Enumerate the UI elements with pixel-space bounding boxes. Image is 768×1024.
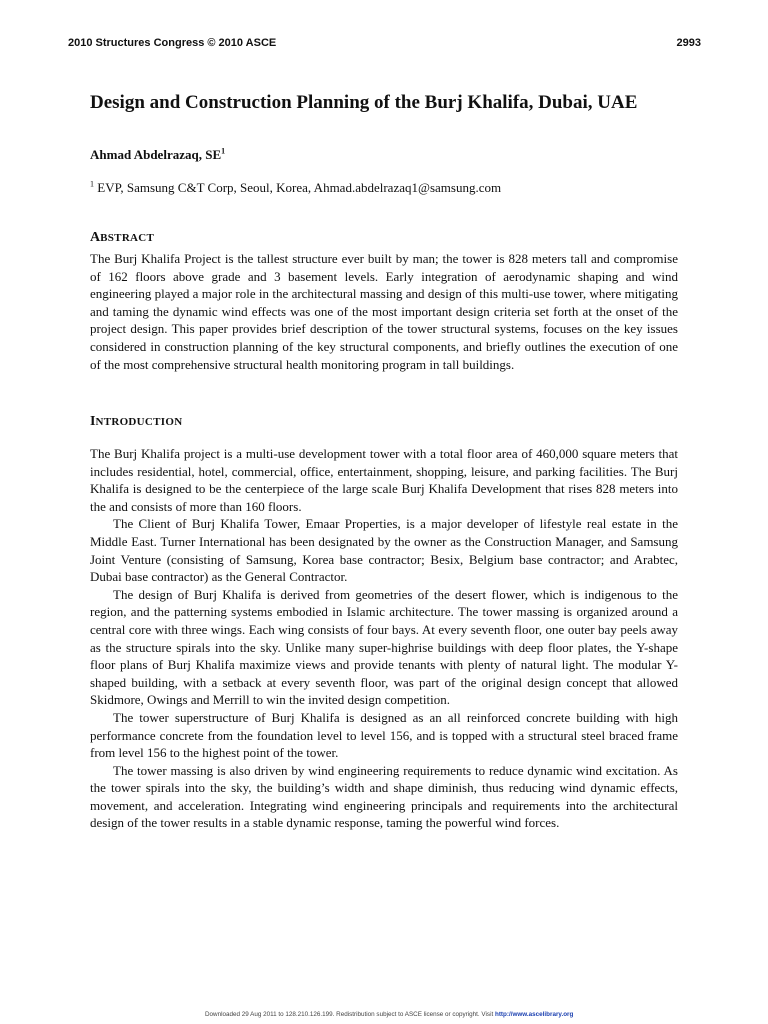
page-number: 2993	[676, 37, 701, 49]
conference-name: 2010 Structures Congress © 2010 ASCE	[68, 37, 277, 49]
intro-paragraph-5: The tower massing is also driven by wind engineering requirements to reduce dynamic wind excitation. As the tower spirals into the sky, the building’s width and shape diminish, thus reducing wind dynamic effects, movement, and acceleration. Integrating wind engineering principals and requirements into the architectural design of the tower results in a stable dynamic response, taming the powerful wind forces.	[90, 762, 678, 831]
abstract-heading-initial: A	[90, 230, 101, 245]
footer-text: Downloaded 29 Aug 2011 to 128.210.126.199. Redistribution subject to ASCE license or copyright. Visit	[205, 1011, 495, 1018]
intro-paragraph-4: The tower superstructure of Burj Khalifa is designed as an all reinforced concrete building with high performance concrete from the foundation level to level 156, and is topped with a structural steel braced frame from level 156 to the highest point of the tower.	[90, 709, 678, 761]
download-footer	[205, 1011, 573, 1018]
abstract-paragraph: The Burj Khalifa Project is the tallest structure ever built by man; the tower is 828 meters tall and compromise of 162 floors above grade and 3 basement levels. Early integration of aerodynamic shaping and wind engineering played a major role in the architectural massing and design of this multi-use tower, where mitigating and taming the dynamic wind effects was one of the most important design criteria set forth at the onset of the project design. This paper provides brief description of the tower structural systems, focuses on the key issues considered in construction planning of the key structural components, and briefly outlines the execution of one of the most comprehensive structural health monitoring program in tall buildings.	[90, 251, 678, 372]
ascelibrary-link[interactable]: http://www.ascelibrary.org	[494, 1011, 574, 1018]
abstract-body	[90, 250, 678, 373]
introduction-heading-initial: I	[90, 414, 96, 429]
introduction-heading	[90, 413, 182, 430]
affiliation-text: EVP, Samsung C&T Corp, Seoul, Korea, Ahmad.abdelrazaq1@samsung.com	[94, 180, 502, 195]
paper-title: Design and Construction Planning of the Burj Khalifa, Dubai, UAE	[90, 92, 638, 113]
affiliation	[90, 180, 501, 196]
author-line	[90, 147, 225, 163]
author-superscript: 1	[221, 146, 226, 156]
abstract-heading	[90, 229, 154, 246]
author-name: Ahmad Abdelrazaq, SE	[90, 147, 222, 162]
introduction-heading-rest: NTRODUCTION	[95, 416, 183, 428]
intro-paragraph-3: The design of Burj Khalifa is derived from geometries of the desert flower, which is indigenous to the region, and the patterning systems embodied in Islamic architecture. The tower massing is organized around a central core with three wings. Each wing consists of four bays. At every seventh floor, one outer bay peels away as the structure spirals into the sky. Unlike many super-highrise buildings with deep floor plates, the Y-shape floor plans of Burj Khalifa maximize views and provide tenants with plenty of natural light. The modular Y-shaped building, with a setback at every seventh floor, was part of the original design concept that allowed Skidmore, Owings and Merrill to win the invited design competition.	[90, 586, 678, 708]
intro-paragraph-2: The Client of Burj Khalifa Tower, Emaar Properties, is a major developer of lifestyle real estate in the Middle East. Turner International has been designated by the owner as the Construction Manager, and Samsung Joint Venture (consisting of Samsung, Korea base contractor; Besix, Belgium base contractor; and Arabtec, Dubai base contractor) as the General Contractor.	[90, 516, 678, 585]
running-header	[68, 37, 701, 49]
abstract-heading-rest: BSTRACT	[100, 232, 155, 244]
introduction-body	[90, 445, 678, 832]
intro-paragraph-1: The Burj Khalifa project is a multi-use development tower with a total floor area of 460,000 square meters that includes residential, hotel, commercial, office, entertainment, shopping, leisure, and parking facilities. The Burj Khalifa is designed to be the centerpiece of the large scale Burj Khalifa Development that rises 828 meters into the and consists of more than 160 floors.	[90, 446, 678, 514]
affiliation-superscript: 1	[90, 179, 94, 189]
